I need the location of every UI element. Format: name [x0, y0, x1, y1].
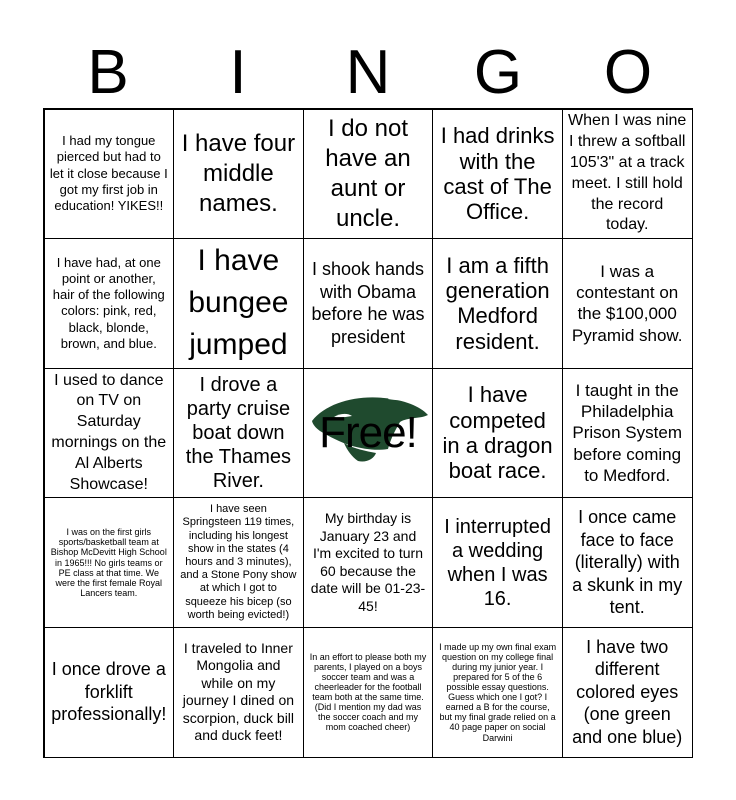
- bingo-cell-i3[interactable]: I drove a party cruise boat down the Thames River.: [173, 368, 304, 499]
- bingo-cell-b2[interactable]: I have had, at one point or another, hair of the following colors: pink, red, black, blonde, brown, and blue.: [44, 238, 175, 369]
- bingo-cell-o1[interactable]: When I was nine I threw a softball 105'3" at a track meet. I still hold the record today.: [562, 109, 693, 240]
- bingo-cell-n4[interactable]: My birthday is January 23 and I'm excited to turn 60 because the date will be 01-23-45!: [303, 497, 434, 628]
- bingo-cell-b1[interactable]: I had my tongue pierced but had to let it close because I got my first job in education! YIKES!!: [44, 109, 175, 240]
- bingo-header: [43, 40, 693, 106]
- header-letter-n: N: [345, 38, 391, 107]
- header-letter-b: B: [87, 38, 129, 107]
- bingo-cell-g2[interactable]: I am a fifth generation Medford resident.: [432, 238, 563, 369]
- bingo-cell-n1[interactable]: I do not have an aunt or uncle.: [303, 109, 434, 240]
- bingo-cell-i4[interactable]: I have seen Springsteen 119 times, including his longest show in the states (4 hours and 3 minutes), and a Stone Pony show at which I got to squeeze his bicep (so worth being evicted!): [173, 497, 304, 628]
- bingo-cell-o3[interactable]: I taught in the Philadelphia Prison System before coming to Medford.: [562, 368, 693, 499]
- bingo-cell-o4[interactable]: I once came face to face (literally) with a skunk in my tent.: [562, 497, 693, 628]
- bingo-cell-i1[interactable]: I have four middle names.: [173, 109, 304, 240]
- mascot-ear-shape: [388, 393, 414, 400]
- bingo-cell-n2[interactable]: I shook hands with Obama before he was president: [303, 238, 434, 369]
- bingo-cell-b4[interactable]: I was on the first girls sports/basketball team at Bishop McDevitt High School in 1965!!! No girls teams or PE class at that time. We were the first female Royal Lancers team.: [44, 497, 175, 628]
- free-space[interactable]: [303, 368, 434, 499]
- bingo-cell-i2[interactable]: I have bungee jumped: [173, 238, 304, 369]
- free-space-label: Free!: [319, 408, 417, 458]
- bingo-grid: [43, 108, 693, 758]
- header-letter-i: I: [229, 38, 247, 107]
- bingo-cell-g3[interactable]: I have competed in a dragon boat race.: [432, 368, 563, 499]
- bingo-cell-n5[interactable]: In an effort to please both my parents, I played on a boys soccer team and was a cheerleader for the football team both at the same time. (Did I mention my dad was the soccer coach and my mom coached cheer): [303, 627, 434, 758]
- bingo-cell-g4[interactable]: I interrupted a wedding when I was 16.: [432, 497, 563, 628]
- bingo-cell-b3[interactable]: I used to dance on TV on Saturday mornings on the Al Alberts Showcase!: [44, 368, 175, 499]
- bingo-cell-g5[interactable]: I made up my own final exam question on my college final during my junior year. I prepared for 5 of the 6 possible essay questions. Guess which one I got? I earned a B for the course, but my final grade relied on a 40 page paper on social Darwini: [432, 627, 563, 758]
- header-letter-g: G: [473, 38, 523, 107]
- header-letter-o: O: [603, 38, 653, 107]
- bingo-cell-o5[interactable]: I have two different colored eyes (one green and one blue): [562, 627, 693, 758]
- bingo-cell-b5[interactable]: I once drove a forklift professionally!: [44, 627, 175, 758]
- bingo-cell-o2[interactable]: I was a contestant on the $100,000 Pyramid show.: [562, 238, 693, 369]
- bingo-cell-i5[interactable]: I traveled to Inner Mongolia and while on my journey I dined on scorpion, duck bill and duck feet!: [173, 627, 304, 758]
- bingo-cell-g1[interactable]: I had drinks with the cast of The Office.: [432, 109, 563, 240]
